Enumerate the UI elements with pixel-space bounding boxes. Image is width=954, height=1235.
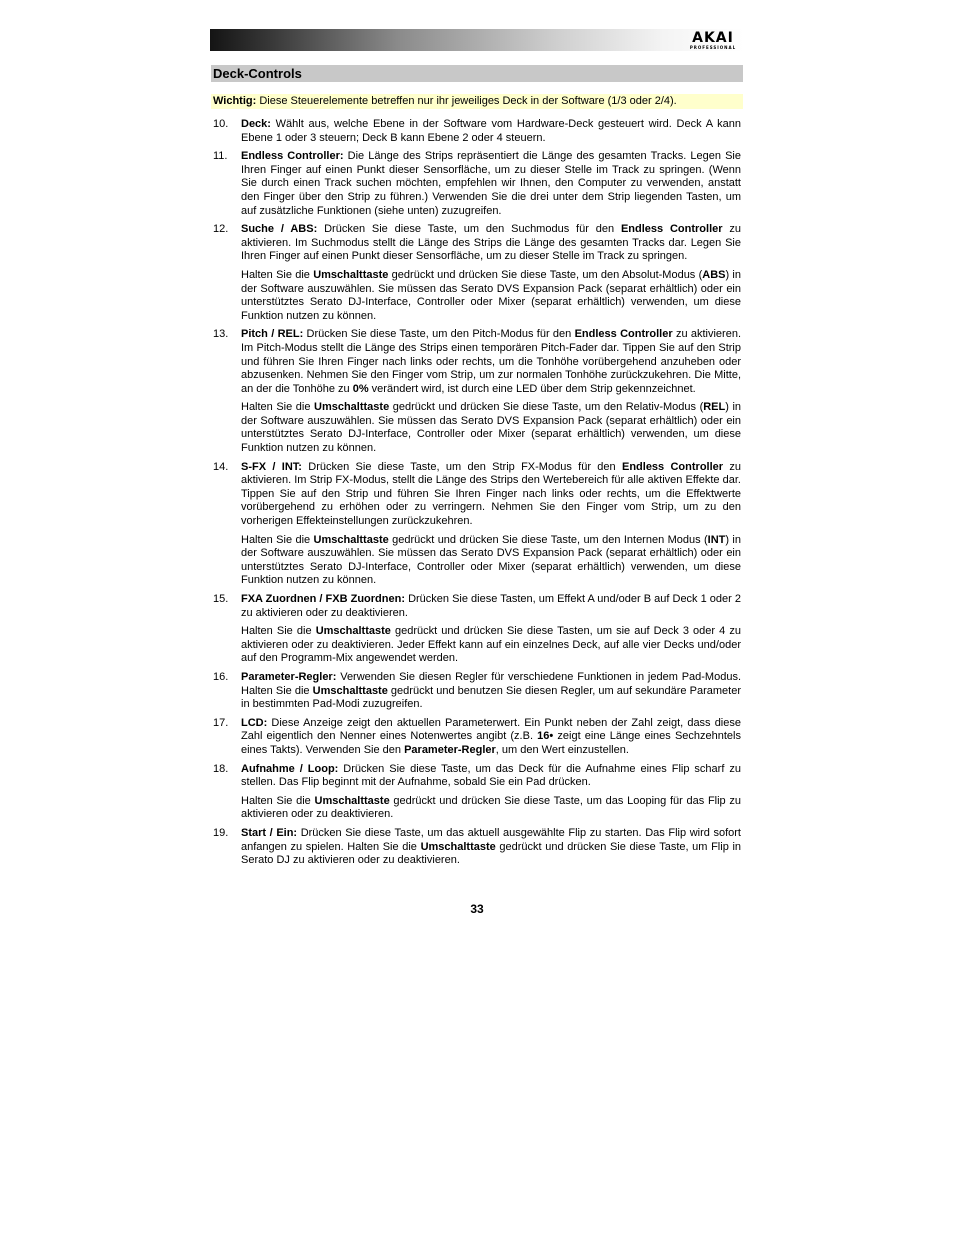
- bold-term: 0%: [352, 382, 369, 395]
- important-note: [211, 94, 743, 109]
- text-run: gedrückt und drücken Sie diese Taste, um den Relativ-Modus (: [389, 401, 704, 414]
- item-number: 15.: [213, 593, 229, 605]
- item-paragraph: [241, 827, 741, 868]
- item-paragraph: [241, 269, 741, 323]
- list-item: [213, 461, 741, 588]
- text-run: gedrückt und benutzen Sie diesen Regler, um auf sekundäre Parameter in bestimmten Pad-Modi zuzugreifen.: [241, 684, 741, 711]
- item-number: 12.: [213, 223, 229, 236]
- bold-term: Umschalttaste: [420, 840, 496, 853]
- text-run: gedrückt und drücken Sie diese Taste, um den Absolut-Modus (: [388, 268, 703, 281]
- item-paragraph: [241, 534, 741, 588]
- item-paragraph: [241, 671, 741, 712]
- item-paragraph: [241, 223, 741, 264]
- item-paragraph: [241, 118, 741, 145]
- bold-term: Endless Controller: [574, 328, 673, 341]
- item-body: [241, 763, 741, 822]
- text-run: Halten Sie die: [241, 268, 314, 281]
- bold-term: S-FX / INT:: [241, 460, 302, 473]
- item-body: [241, 671, 741, 712]
- item-body: [241, 461, 741, 588]
- text-run: Drücken Sie diese Taste, um den Suchmodus für den: [317, 223, 621, 236]
- item-number: 13.: [213, 328, 229, 341]
- logo-subtitle: PROFESSIONAL: [689, 45, 737, 50]
- bold-term: Endless Controller: [620, 223, 723, 236]
- item-number: 10.: [213, 118, 229, 130]
- text-run: zu aktivieren. Im Suchmodus stellt die Länge des Strips die Länge des gesamten Tracks dar. Legen Sie Ihren Finger auf einen Punkt dieser Sensorfläche, um zu dieser Stelle im Track zu springen.: [241, 223, 741, 263]
- text-run: gedrückt und drücken Sie diese Taste, um Flip in Serato DJ zu aktivieren oder zu deaktivieren.: [241, 840, 742, 867]
- bold-term: Endless Controller:: [241, 150, 344, 163]
- item-paragraph: [241, 625, 741, 666]
- bold-term: FXA Zuordnen / FXB Zuordnen:: [241, 593, 405, 605]
- item-body: [241, 593, 741, 666]
- item-paragraph: [241, 795, 741, 822]
- text-run: Halten Sie die: [241, 625, 316, 638]
- bold-term: ABS: [702, 268, 726, 281]
- item-paragraph: [241, 763, 741, 790]
- item-paragraph: [241, 717, 741, 758]
- item-body: [241, 827, 741, 868]
- bold-term: Umschalttaste: [314, 794, 390, 807]
- bold-term: Parameter-Regler: [404, 743, 496, 756]
- item-paragraph: [241, 150, 741, 218]
- control-list: [213, 118, 741, 873]
- item-body: [241, 118, 741, 145]
- list-item: [213, 328, 741, 455]
- text-run: ) in der Software auszuwählen. Sie müssen das Serato DVS Expansion Pack (separat erhältlich) oder ein unterstütztes Serato DJ-Interface, Controller oder Mixer (separat erhältlich) verwenden, um diese Funktion nutzen zu können.: [241, 533, 741, 587]
- text-run: , um den Wert einzustellen.: [495, 743, 629, 756]
- item-number: 11.: [213, 150, 228, 163]
- text-run: zu aktivieren. Im Strip FX-Modus, stellt die Länge des Strips den Wertebereich für alle aktiven Effekte dar. Tippen Sie auf den Strip und führen Sie Ihren Finger nach links oder rechts, um die Effektwerte vorübergehend zu erhöhen oder zu verringern. Nehmen Sie den Finger vom Strip, um zu den vorherigen Effekteinstellungen zurückzukehren.: [241, 460, 742, 528]
- item-number: 17.: [213, 716, 229, 729]
- item-body: [241, 150, 741, 218]
- list-item: [213, 150, 741, 218]
- item-body: [241, 328, 741, 455]
- bold-term: Umschalttaste: [315, 625, 391, 638]
- bold-term: 16•: [537, 730, 554, 743]
- important-text: Diese Steuerelemente betreffen nur ihr jeweiliges Deck in der Software (1/3 oder 2/4).: [256, 95, 677, 107]
- item-number: 16.: [213, 670, 229, 683]
- bold-term: Deck:: [241, 118, 271, 130]
- text-run: zu aktivieren. Im Pitch-Modus stellt die Länge des Strips einen temporären Pitch-Fader dar. Tippen Sie auf den Strip und führen Sie Ihren Finger nach links oder rechts, um die Tonhöhe vorübergehend anzuheben oder abzusenken. Nehmen Sie den Finger vom Strip, um zur normalen Tonhöhe zurückzukehren. Die Mitte, an der die Tonhöhe zu: [241, 328, 742, 395]
- logo-word: AKAI: [692, 30, 734, 46]
- bold-term: Pitch / REL:: [241, 328, 304, 341]
- text-run: Drücken Sie diese Taste, um den Pitch-Modus für den: [303, 328, 575, 341]
- text-run: gedrückt und drücken Sie diese Taste, um das Looping für das Flip zu aktivieren oder zu deaktivieren.: [241, 794, 741, 821]
- list-item: [213, 223, 741, 323]
- text-run: Drücken Sie diese Taste, um das Deck für die Aufnahme eines Flip scharf zu stellen. Das Flip beginnt mit der Aufnahme, sobald Sie ein Pad drücken.: [241, 762, 741, 789]
- list-item: [213, 827, 741, 868]
- section-title: Deck-Controls: [211, 65, 743, 82]
- bold-term: Umschalttaste: [312, 684, 388, 697]
- list-item: [213, 763, 741, 822]
- item-body: [241, 717, 741, 758]
- text-run: gedrückt und drücken Sie diese Taste, um den Internen Modus (: [388, 533, 708, 546]
- bold-term: Parameter-Regler:: [241, 670, 337, 683]
- text-run: Diese Anzeige zeigt den aktuellen Parameterwert. Ein Punkt neben der Zahl zeigt, dass diese Zahl eigentlich den Nenner eines Notenwertes angibt (z.B.: [241, 716, 741, 743]
- list-item: [213, 593, 741, 666]
- list-item: [213, 717, 741, 758]
- bold-term: Start / Ein:: [241, 826, 298, 839]
- bold-term: Umschalttaste: [313, 268, 389, 281]
- bold-term: Suche / ABS:: [241, 223, 318, 236]
- text-run: Wählt aus, welche Ebene in der Software vom Hardware-Deck gesteuert wird. Deck A kann Ebene 1 oder 3 steuern; Deck B kann Ebene 2 oder 4 steuern.: [241, 118, 741, 144]
- bold-term: Aufnahme / Loop:: [241, 762, 339, 775]
- bold-term: REL: [703, 401, 726, 414]
- text-run: ) in der Software auszuwählen. Sie müssen das Serato DVS Expansion Pack (separat erhältlich) oder ein unterstütztes Serato DJ-Interface, Controller oder Mixer (separat erhältlich) verwenden, um diese Funktion nutzen zu können.: [241, 268, 741, 322]
- text-run: Drücken Sie diese Taste, um das aktuell ausgewählte Flip zu starten. Das Flip wird sofort anfangen zu spielen. Halten Sie die: [241, 826, 741, 853]
- text-run: Halten Sie die: [241, 794, 315, 807]
- page-number: 33: [470, 902, 484, 916]
- text-run: Drücken Sie diese Tasten, um Effekt A und/oder B auf Deck 1 oder 2 zu aktivieren oder zu deaktivieren.: [241, 593, 742, 619]
- item-number: 19.: [213, 826, 229, 839]
- list-item: [213, 671, 741, 712]
- bold-term: Umschalttaste: [314, 401, 390, 414]
- text-run: Verwenden Sie diesen Regler für verschiedene Funktionen in jedem Pad-Modus. Halten Sie die: [241, 670, 741, 697]
- item-number: 14.: [213, 460, 229, 473]
- text-run: Die Länge des Strips repräsentiert die Länge des gesamten Tracks. Legen Sie Ihren Finger auf einen Punkt dieser Sensorfläche, um zu dieser Stelle im Track zu springen. (Wenn Sie durch einen Track suchen möchten, empfehlen wir Ihnen, den Computer zu verwenden, anstatt den Finger über den Strip zu führen.) Verwenden Sie die drei unter dem Strip liegenden Tasten, um auf zusätzliche Funktionen (siehe unten) zuzugreifen.: [241, 150, 741, 217]
- item-number: 18.: [213, 762, 229, 775]
- header-gradient-bar: [210, 29, 744, 51]
- text-run: Drücken Sie diese Taste, um den Strip FX-Modus für den: [301, 460, 622, 473]
- item-paragraph: [241, 328, 741, 396]
- text-run: verändert wird, ist durch eine LED über dem Strip gekennzeichnet.: [368, 382, 696, 395]
- bold-term: INT: [707, 533, 726, 546]
- text-run: zeigt eine Länge eines Sechzehntels eines Takts). Verwenden Sie den: [241, 730, 741, 756]
- text-run: ) in der Software auszuwählen. Sie müssen das Serato DVS Expansion Pack (separat erhältlich) oder ein unterstütztes Serato DJ-Interface, Controller oder Mixer (separat erhältlich) verwenden, um diese Funktion nutzen zu können.: [241, 401, 741, 455]
- bold-term: LCD:: [241, 716, 268, 729]
- list-item: [213, 118, 741, 145]
- item-body: [241, 223, 741, 323]
- bold-term: Endless Controller: [621, 460, 724, 473]
- text-run: Halten Sie die: [241, 401, 314, 414]
- bold-term: Umschalttaste: [313, 533, 389, 546]
- akai-professional-logo: [684, 31, 742, 50]
- text-run: gedrückt und drücken Sie diese Tasten, um sie auf Deck 3 oder 4 zu aktivieren oder zu deaktivieren. Jeder Effekt kann auf ein einzelnes Deck, auf alle vier Decks und/oder auf den Programm-Mix angewendet werden.: [241, 625, 741, 665]
- important-label: Wichtig:: [213, 95, 257, 107]
- item-paragraph: [241, 593, 741, 620]
- item-paragraph: [241, 401, 741, 455]
- item-paragraph: [241, 461, 741, 529]
- text-run: Halten Sie die: [241, 533, 314, 546]
